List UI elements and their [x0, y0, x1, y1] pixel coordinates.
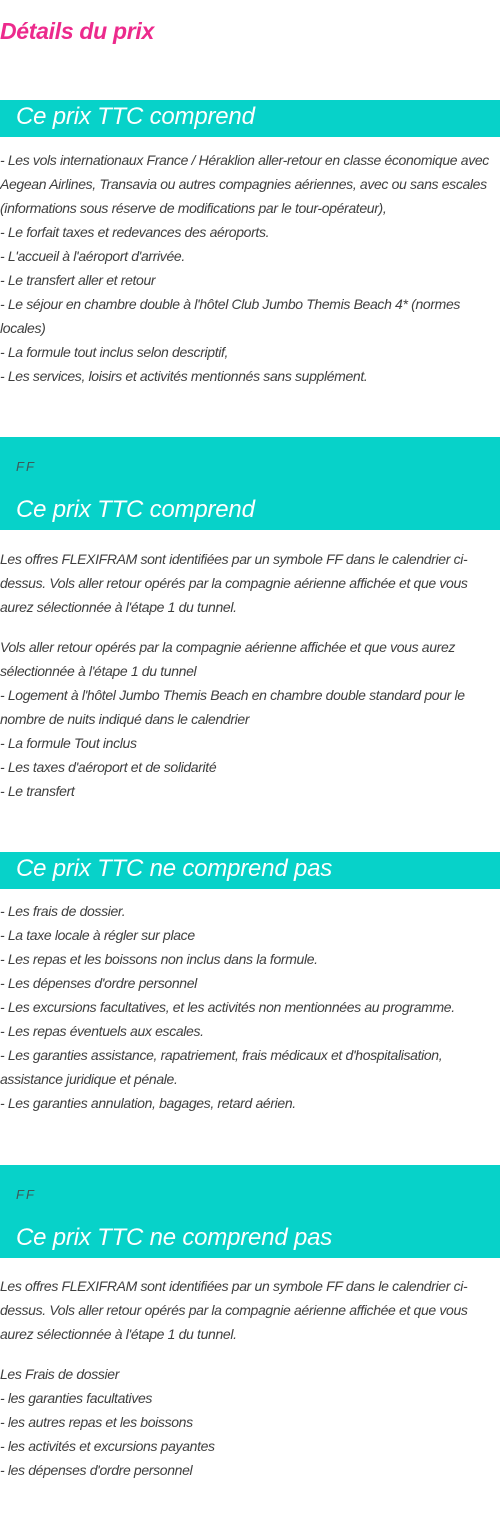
not-included-ff-list: Les Frais de dossier - les garanties facultatives - les autres repas et les boissons - les activités et excursions payantes - les dépenses d'ordre personnel	[0, 1366, 215, 1478]
section-included	[0, 100, 500, 137]
section-not-included-ff	[0, 1165, 500, 1258]
section-title: Ce prix TTC ne comprend pas	[16, 855, 333, 882]
section-not-included	[0, 852, 500, 889]
section-title: Ce prix TTC comprend	[16, 103, 255, 130]
flexifram-intro: Les offres FLEXIFRAM sont identifiées par un symbole FF dans le calendrier ci-dessus. Vols aller retour opérés par la compagnie aérienne affichée et que vous aurez sélectionnée à l'étape 1 du tunnel.	[0, 551, 468, 615]
section-title: Ce prix TTC ne comprend pas	[16, 1224, 333, 1251]
section-included-ff	[0, 437, 500, 530]
page-title: Détails du prix	[0, 18, 154, 44]
ff-tag: FF	[16, 459, 36, 474]
flexifram-intro: Les offres FLEXIFRAM sont identifiées par un symbole FF dans le calendrier ci-dessus. Vols aller retour opérés par la compagnie aérienne affichée et que vous aurez sélectionnée à l'étape 1 du tunnel.	[0, 1278, 468, 1342]
section-header-band	[0, 852, 500, 889]
section-header-band	[0, 437, 500, 530]
included-list: - Les vols internationaux France / Héraklion aller-retour en classe économique avec Aegean Airlines, Transavia ou autres compagnies aériennes, avec ou sans escales (informations sous réserve de modifications par le tour-opérateur), - Le forfait taxes et redevances des aéroports. - L'accueil à l'aéroport d'arrivée. - Le transfert aller et retour - Le séjour en chambre double à l'hôtel Club Jumbo Themis Beach 4* (normes locales) - La formule tout inclus selon descriptif, - Les services, loisirs et activités mentionnés sans supplément.	[0, 152, 489, 384]
section-header-band	[0, 1165, 500, 1258]
section-header-band	[0, 100, 500, 137]
not-included-list: - Les frais de dossier. - La taxe locale à régler sur place - Les repas et les boissons non inclus dans la formule. - Les dépenses d'ordre personnel - Les excursions facultatives, et les activités non mentionnées au programme. - Les repas éventuels aux escales. - Les garanties assistance, rapatriement, frais médicaux et d'hospitalisation, assistance juridique et pénale. - Les garanties annulation, bagages, retard aérien.	[0, 903, 455, 1111]
section-title: Ce prix TTC comprend	[16, 496, 255, 523]
included-ff-list: Vols aller retour opérés par la compagnie aérienne affichée et que vous aurez sélectionnée à l'étape 1 du tunnel - Logement à l'hôtel Jumbo Themis Beach en chambre double standard pour le nombre de nuits indiqué dans le calendrier - La formule Tout inclus - Les taxes d'aéroport et de solidarité - Le transfert	[0, 639, 465, 799]
ff-tag: FF	[16, 1187, 36, 1202]
